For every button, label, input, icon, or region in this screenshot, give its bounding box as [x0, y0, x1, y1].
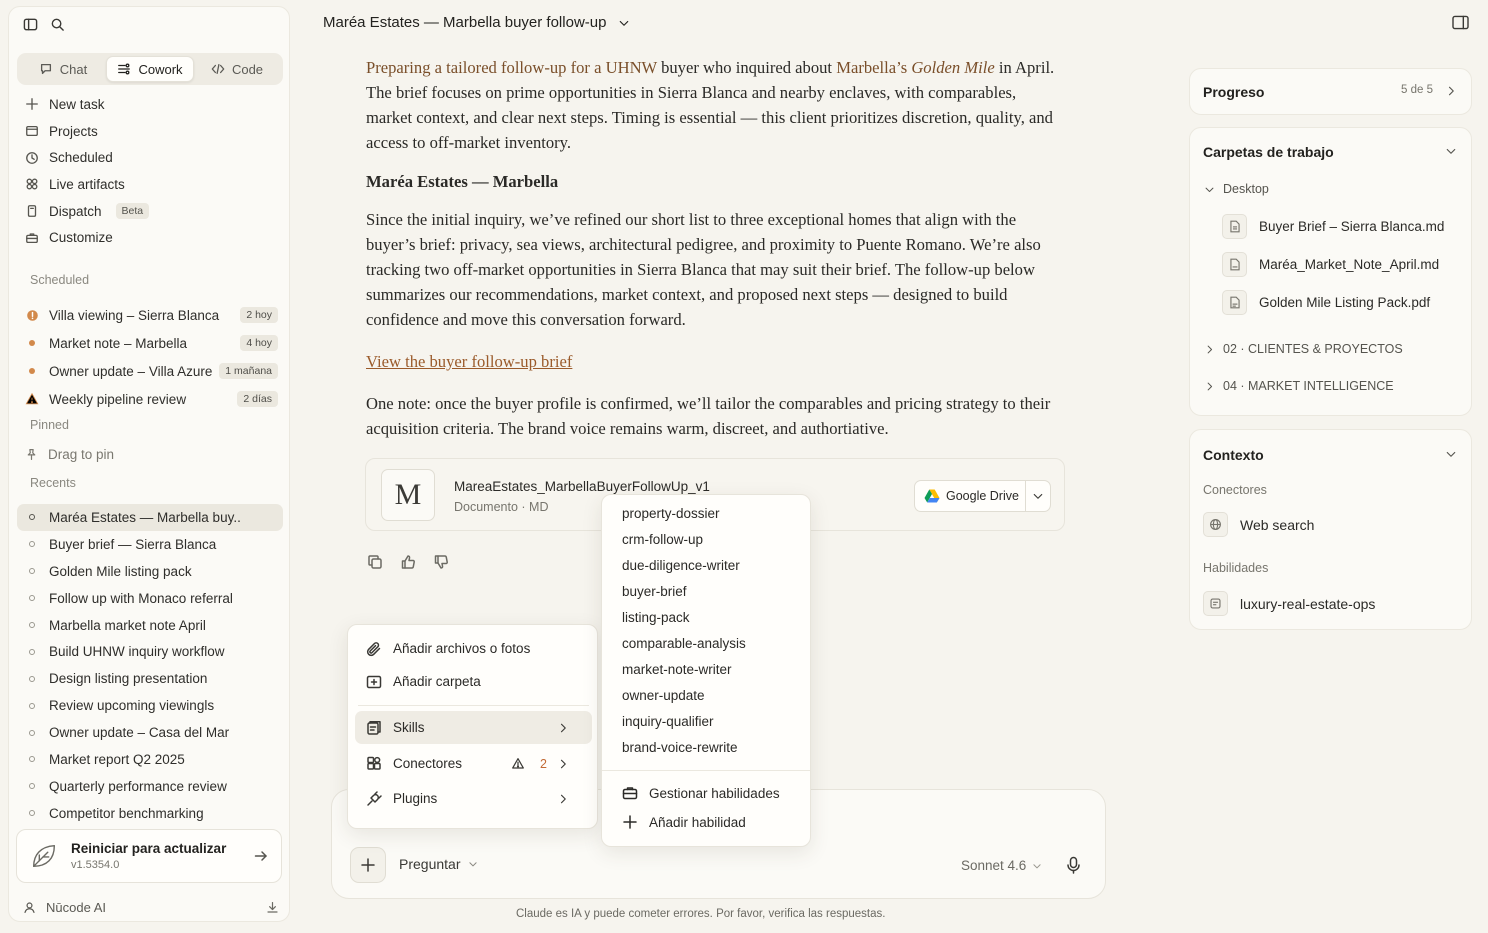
update-version: v1.5354.0 [71, 859, 120, 871]
skills-label: Habilidades [1203, 561, 1269, 575]
microphone-icon[interactable] [1065, 856, 1082, 874]
nav-label: Scheduled [49, 150, 113, 166]
thumbs-up-icon[interactable] [400, 554, 416, 570]
doc-file-icon [1222, 252, 1247, 277]
scheduled-item-label: Market note – Marbella [49, 335, 188, 351]
scheduled-item[interactable] [17, 329, 283, 357]
scheduled-item-label: Villa viewing – Sierra Blanca [49, 307, 220, 323]
skill-luxury-real-estate-ops[interactable] [1203, 591, 1375, 616]
menu-item-label: Conectores [393, 756, 463, 771]
drag-to-pin [25, 447, 114, 462]
menu-item-label: Skills [393, 720, 425, 735]
document-icon: M [381, 469, 435, 521]
chevron-down-icon[interactable] [1445, 448, 1457, 460]
scheduled-time-badge: 2 días [237, 391, 278, 407]
recent-item-active[interactable] [17, 504, 283, 531]
add-skill-item[interactable] [622, 814, 746, 830]
update-text [71, 841, 226, 871]
file-item[interactable] [1222, 252, 1439, 277]
recent-item[interactable] [17, 719, 283, 746]
alert-icon [25, 309, 39, 322]
recent-dot [29, 541, 35, 547]
user-name: Nūcode AI [46, 900, 106, 915]
scheduled-time-badge: 2 hoy [240, 307, 278, 323]
file-label: Maréa_Market_Note_April.md [1259, 257, 1440, 272]
message-paragraph-3: One note: once the buyer profile is confirmed, we’ll tailor the comparables and pricing strategy to their acquisition criteria. The brand voice remains warm, discreet, and authortiative. [366, 394, 1051, 438]
copy-icon[interactable] [367, 554, 383, 570]
conversation-title[interactable] [323, 14, 630, 31]
nav-label: Dispatch [49, 203, 102, 219]
recent-item[interactable] [17, 665, 283, 692]
context-title: Contexto [1203, 447, 1264, 463]
recent-item[interactable] [17, 558, 283, 585]
message-paragraph-1 [366, 55, 1066, 155]
scheduled-list [17, 301, 283, 413]
recent-dot [29, 676, 35, 682]
dispatch-icon [25, 204, 39, 218]
recent-dot [29, 756, 35, 762]
attach-button[interactable] [350, 847, 386, 883]
nav-label: Projects [49, 123, 98, 139]
drag-to-pin-label: Drag to pin [48, 447, 115, 462]
message-feedback [367, 554, 449, 570]
progress-title: Progreso [1203, 84, 1265, 100]
google-drive-button [914, 480, 1051, 512]
manage-skills-label: Gestionar habilidades [649, 785, 780, 801]
sidebar-nav [17, 91, 283, 251]
recent-label: Buyer brief — Sierra Blanca [49, 536, 217, 552]
scheduled-item[interactable] [17, 385, 283, 413]
recent-dot [29, 622, 35, 628]
recent-label: Marbella market note April [49, 617, 206, 633]
warning-icon [25, 392, 39, 406]
artifacts-icon [25, 177, 39, 191]
file-item[interactable] [1222, 214, 1444, 239]
skills-submenu [601, 494, 811, 847]
thumbs-down-icon[interactable] [433, 554, 449, 570]
recent-item[interactable] [17, 746, 283, 773]
pdf-file-icon [1222, 290, 1247, 315]
recent-item[interactable] [17, 612, 283, 639]
recent-item[interactable] [17, 773, 283, 800]
folder-label: 02 · CLIENTES & PROYECTOS [1223, 342, 1403, 356]
connector-web-search[interactable] [1203, 512, 1314, 537]
connectors-label: Conectores [1203, 483, 1267, 497]
code-icon [211, 62, 225, 76]
mode-cowork[interactable] [106, 56, 194, 82]
message-heading: Maréa Estates — Marbella [366, 172, 559, 191]
scheduled-item[interactable] [17, 301, 283, 329]
folder-plus-icon [366, 674, 382, 690]
connector-warning [510, 756, 547, 772]
scheduled-item-label: Owner update – Villa Azure [49, 363, 213, 379]
working-folders-title: Carpetas de trabajo [1203, 144, 1334, 160]
briefcase-icon [622, 785, 638, 801]
recent-dot [29, 568, 35, 574]
skill-item[interactable]: listing-pack [622, 610, 690, 625]
menu-item-label: Añadir archivos o fotos [393, 641, 531, 656]
skill-item[interactable]: inquiry-qualifier [622, 714, 714, 729]
recent-dot [29, 649, 35, 655]
chevron-down-icon [1204, 184, 1215, 195]
recent-label: Market report Q2 2025 [49, 751, 185, 767]
google-drive-label: Google Drive [946, 489, 1019, 503]
chevron-down-icon [618, 17, 630, 29]
file-icon [1222, 214, 1247, 239]
recent-label: Quarterly performance review [49, 778, 227, 794]
chevron-down-icon [468, 859, 478, 869]
artifact-name: MareaEstates_MarbellaBuyerFollowUp_v1 [454, 479, 710, 494]
skill-label: luxury-real-estate-ops [1240, 595, 1376, 612]
skill-item[interactable]: buyer-brief [622, 584, 687, 599]
mode-code-label: Code [231, 61, 264, 77]
menu-connectors[interactable] [355, 747, 592, 780]
update-card[interactable] [16, 829, 282, 883]
nav-scheduled[interactable] [17, 144, 283, 171]
conversation-title-text: Maréa Estates — Marbella buyer follow-up [323, 14, 607, 31]
arrow-right-icon [253, 848, 269, 864]
recent-label: Design listing presentation [49, 671, 208, 687]
skill-icon [1203, 591, 1228, 616]
chevron-right-icon [555, 791, 571, 807]
briefcase-icon [25, 231, 39, 245]
attach-menu [347, 624, 598, 829]
recent-dot [29, 514, 35, 520]
skill-item[interactable]: crm-follow-up [622, 532, 704, 547]
file-label: Golden Mile Listing Pack.pdf [1259, 295, 1431, 310]
working-folders-card [1189, 127, 1472, 416]
chevron-right-icon [1445, 85, 1457, 97]
chevron-right-icon [1204, 381, 1215, 392]
chevron-down-icon [1032, 861, 1042, 871]
mode-selector-label: Preguntar [399, 856, 461, 872]
menu-divider [602, 770, 810, 771]
menu-plugins[interactable] [355, 782, 592, 815]
folder-desktop[interactable] [1204, 182, 1269, 196]
pin-icon [25, 448, 38, 461]
file-item[interactable] [1222, 290, 1430, 315]
scheduled-item[interactable] [17, 357, 283, 385]
skill-item[interactable]: brand-voice-rewrite [622, 740, 738, 755]
user-row[interactable] [23, 900, 279, 915]
download-icon[interactable] [266, 901, 279, 914]
manage-skills-item[interactable] [622, 785, 780, 801]
message-highlight: Preparing a tailored follow-up for a UHNW [366, 58, 657, 77]
sidebar-top-controls [23, 17, 65, 32]
submenu-indicator [555, 720, 582, 736]
scheduled-time-badge: 1 mañana [219, 363, 278, 379]
skill-item[interactable]: comparable-analysis [622, 636, 746, 651]
disclaimer: Claude es IA y puede cometer errores. Por favor, verifica las respuestas. [516, 908, 886, 920]
scheduled-item-label: Weekly pipeline review [49, 391, 187, 407]
recent-label: Maréa Estates — Marbella buy.. [49, 509, 241, 525]
chevron-down-icon [1032, 490, 1044, 502]
warning-icon [510, 756, 526, 772]
skill-item[interactable]: market-note-writer [622, 662, 732, 677]
nav-projects[interactable] [17, 118, 283, 145]
folder-label: Desktop [1223, 182, 1269, 196]
recent-dot [29, 595, 35, 601]
folder-label: 04 · MARKET INTELLIGENCE [1223, 379, 1394, 393]
sidebar [8, 6, 290, 922]
leaf-icon [29, 841, 59, 871]
recent-label: Golden Mile listing pack [49, 563, 192, 579]
progress-card[interactable] [1189, 68, 1472, 115]
menu-item-label: Plugins [393, 791, 438, 806]
clock-icon [25, 151, 39, 165]
google-drive-dropdown[interactable] [1026, 490, 1050, 502]
submenu-indicator [510, 756, 582, 772]
folder-icon [25, 124, 39, 138]
recent-dot [29, 810, 35, 816]
skill-item[interactable]: due-diligence-writer [622, 558, 740, 573]
skill-item[interactable]: property-dossier [622, 506, 720, 521]
connector-warning-count: 2 [540, 756, 547, 771]
recent-label: Follow up with Monaco referral [49, 590, 233, 606]
recent-dot [29, 703, 35, 709]
menu-add-folder[interactable] [355, 665, 592, 698]
folder-market-intelligence[interactable] [1204, 379, 1394, 393]
message-highlight-italic: Golden Mile [911, 58, 995, 77]
paperclip-icon [366, 641, 382, 657]
recent-dot [29, 783, 35, 789]
plus-icon [622, 814, 638, 830]
file-label: Buyer Brief – Sierra Blanca.md [1259, 219, 1445, 234]
recent-label: Build UHNW inquiry workflow [49, 644, 225, 660]
recent-item[interactable] [17, 585, 283, 612]
message-paragraph-2: Since the initial inquiry, we’ve refined our short list to three exceptional homes that align with the buyer’s brief: privacy, sea views, architectural pedigree, and proximity to Puente Romano. We’re also tracking two off-market opportunities in Sierra Blanca that may suit their brief. The follow-up below summarizes our recommendations, market context, and proposed next steps — designed to build confidence and move this conversation forward. [366, 210, 1041, 329]
recent-item[interactable] [17, 692, 283, 719]
update-title: Reiniciar para actualizar [71, 841, 227, 856]
nav-customize[interactable] [17, 224, 283, 251]
scheduled-section-label: Scheduled [30, 273, 90, 287]
chevron-right-icon [555, 756, 571, 772]
skill-item[interactable]: owner-update [622, 688, 705, 703]
connector-label: Web search [1240, 516, 1315, 533]
pinned-section-label: Pinned [30, 418, 69, 432]
google-drive-save[interactable] [915, 481, 1026, 511]
connectors-icon [366, 756, 382, 772]
recent-dot [29, 730, 35, 736]
message-highlight: Marbella’s [836, 58, 912, 77]
menu-item-label: Añadir carpeta [393, 674, 481, 689]
plus-icon [25, 97, 39, 111]
message-link-row [366, 349, 1066, 374]
beta-badge: Beta [116, 203, 150, 219]
recent-item[interactable] [17, 800, 283, 827]
context-card [1189, 429, 1472, 630]
plugin-icon [366, 791, 382, 807]
recent-item[interactable] [17, 531, 283, 558]
menu-skills[interactable] [355, 711, 592, 744]
buyer-brief-link[interactable]: View the buyer follow-up brief [366, 352, 573, 371]
user-icon [23, 901, 36, 914]
recent-item[interactable] [17, 638, 283, 665]
nav-label: New task [49, 96, 105, 112]
chat-bubble-icon [39, 62, 53, 76]
model-selector-label: Sonnet 4.6 [961, 858, 1027, 873]
nav-dispatch[interactable] [17, 198, 283, 225]
nav-new-task[interactable] [17, 91, 283, 118]
folder-clients[interactable] [1204, 342, 1403, 356]
sidebar-toggle-icon[interactable] [23, 17, 38, 32]
recent-label: Owner update – Casa del Mar [49, 725, 230, 741]
submenu-indicator [555, 791, 582, 807]
globe-icon [1203, 512, 1228, 537]
status-dot [25, 340, 39, 346]
recents-section-label: Recents [30, 476, 76, 490]
nav-label: Live artifacts [49, 176, 125, 192]
mode-switcher [17, 53, 283, 85]
recents-list [17, 504, 283, 827]
menu-add-files[interactable] [355, 632, 592, 665]
add-skill-label: Añadir habilidad [649, 814, 746, 830]
panel-toggle-icon[interactable] [1452, 15, 1469, 30]
menu-divider [358, 705, 589, 706]
plus-icon [360, 857, 376, 873]
artifact-type: Documento · MD [454, 500, 549, 514]
search-icon[interactable] [50, 17, 65, 32]
recent-label: Review upcoming viewingls [49, 698, 215, 714]
mode-chat[interactable] [20, 56, 106, 82]
status-dot [25, 368, 39, 374]
cowork-icon [117, 62, 131, 76]
mode-code[interactable] [194, 56, 280, 82]
chevron-right-icon [555, 720, 571, 736]
scheduled-time-badge: 4 hoy [240, 335, 278, 351]
nav-label: Customize [49, 230, 113, 246]
recent-label: Competitor benchmarking [49, 805, 204, 821]
message-text: in April. The brief focuses on prime opportunities in Sierra Blanca and nearby enclaves, with comparables, market context, and clear next steps. Timing is essential — this client prioritizes discretion, quality, and access to off-market inventory. [366, 58, 1055, 152]
chevron-right-icon [1204, 344, 1215, 355]
model-selector[interactable] [961, 858, 1042, 873]
chevron-down-icon[interactable] [1445, 145, 1457, 157]
mode-selector[interactable] [399, 856, 478, 872]
skills-icon [366, 720, 382, 736]
nav-live-artifacts[interactable] [17, 171, 283, 198]
message-text: buyer who inquired about [656, 58, 837, 77]
google-drive-icon [924, 489, 940, 503]
progress-value: 5 de 5 [1401, 84, 1433, 96]
mode-cowork-label: Cowork [138, 61, 183, 77]
mode-chat-label: Chat [59, 61, 88, 77]
